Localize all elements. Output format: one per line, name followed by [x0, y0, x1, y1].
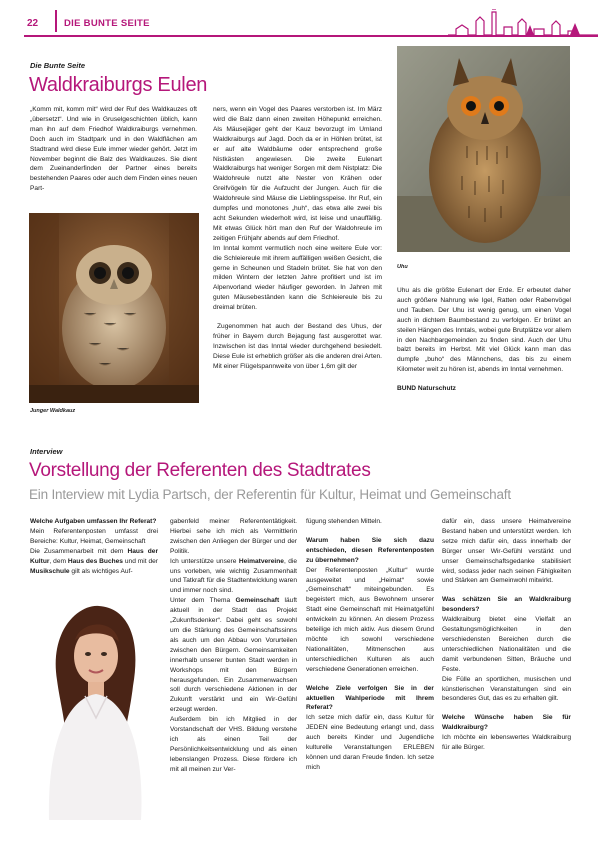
paragraph: Die Fülle an sportlichen, musischen und künstlerischen Veranstaltungen sind ein besonderes Gut, das es zu erhalten gilt. [442, 675, 571, 703]
interview-question: Welche Wünsche haben Sie für Waldkraiburg? [442, 714, 571, 732]
photo-caption: Uhu [397, 264, 408, 270]
interview-question: Welche Ziele verfolgen Sie in der aktuellen Wahlperiode mit Ihrem Referat? [306, 684, 434, 712]
paragraph: Ich möchte ein lebenswertes Waldkraiburg für alle Bürger. [442, 734, 571, 752]
paragraph: Im Inntal kommt vermutlich noch eine weitere Eule vor: die Schleiereule mit ihrem auffälligen weißen Gesicht, die gerne in Scheunen und Stadeln brütet. Sie hat von den milden Wintern der letzten Jahre profitiert und ist im Alpenvorland wieder häufiger geworden. In Jahren mit guten Mäusebeständen kann die Schleiereule bis zu dreimal brüten. [213, 244, 382, 312]
paragraph: Uhu als die größte Eulenart der Erde. Er erbeutet daher auch größere Nahrung wie Igel, Ratten oder Rabenvögel und Tauben. Der Uhu ist wenig genug, um einen Vogel auch in dichtem Baumbestand zu verfolgen. Er brütet an steilen Hängen des Inntals, wobei gute Brutplätze vor allem in den Nachbargemeinden zu finden sind. Auch der Uhu balzt bereits im Herbst. Mit viel Glück kann man das dumpfe „buho“ des Männchens, das bis zu einem Kilometer weit zu hören ist, abends im Inntal vernehmen. [397, 287, 571, 374]
paragraph: Waldkraiburg bietet eine Vielfalt an Gestaltungsmöglichkeiten in den verschiedensten Bereichen durch die unterschiedlichen Nationalitäten und die damit verbundenen Sitten, Bräuche und Feste. [442, 616, 571, 673]
article-subtitle: Ein Interview mit Lydia Partsch, der Referentin für Kultur, Heimat und Gemeinschaft [29, 487, 511, 502]
article-column-1 [30, 105, 197, 194]
paragraph: ners, wenn ein Vogel des Paares verstorben ist. Im März wird die Balz dann einen zweiten Höhepunkt erreichen. Als Mäusejäger geht der Kauz bevorzugt im Umland Waldkraiburgs auf Jagd. Doch da er in Höhlen brütet, ist er auf alte Waldbäume oder entsprechend große Nistkästen angewiesen. Die zweite Eulenart Waldkraiburgs hat weniger Sorgen mit dem Nistplatz: Die Waldohreule nutzt alte Nester von Krähen oder Greifvögeln für die Aufzucht der Jungen. Auch für die Waldohreule sind Mäuse die Lieblingsspeise. Ihr Ruf, ein dumpfes und monotones „huh“, das etwa alle zwei bis acht Sekunden wiederholt wird, ist leise und unauffällig. Mit etwas Glück hört man den Ruf der Waldohreule im zeitigen Frühjahr abends auf dem Friedhof. [213, 106, 382, 242]
young-tawny-owl-photo [29, 213, 199, 403]
paragraph: fügung stehenden Mitteln. [306, 518, 382, 525]
article-title: Vorstellung der Referenten des Stadtrates [29, 460, 371, 481]
article-column-3 [397, 286, 571, 394]
interview-question: Warum haben Sie sich dazu entschieden, diesen Referentenposten zu übernehmen? [306, 536, 434, 564]
interview-question: Welche Aufgaben umfassen Ihr Referat? [30, 518, 157, 525]
paragraph: dafür ein, dass unsere Heimatvereine Bestand haben und unterstützt werden. Ich setze mich dafür ein, dass innerhalb der Bürger unser Wir-Gefühl verstärkt und unser Gemeinschaftsgedanke stabilisiert wird, sodass jeder nach seinen Fähigkeiten und Stärken am Gemeinwohl mitwirkt. [442, 518, 571, 585]
article-title: Waldkraiburgs Eulen [29, 74, 208, 96]
paragraph: Außerdem bin ich Mitglied in der Vorstandschaft der VHS. Bildung verstehe ich als einen Teil der Persönlichkeitsentwicklung und als einen lebenslangen Prozess. Diese fördere ich mit all meinen zur Ver- [170, 716, 297, 773]
section-title: DIE BUNTE SEITE [64, 18, 150, 29]
portrait-photo [29, 590, 159, 820]
page-number: 22 [27, 18, 39, 29]
interview-column-4 [442, 517, 571, 753]
paragraph: Die Zusammenarbeit mit dem Haus der Kultur, dem Haus des Buches und mit der Musikschule gilt als wichtiges Auf- [30, 547, 159, 575]
paragraph: Ich unterstütze unsere Heimatvereine, die uns vorleben, wie wichtig Zusammenhalt und Tatkraft für die Stadtentwicklung waren und immer noch sind. [170, 557, 297, 595]
article-kicker: Interview [30, 447, 63, 456]
paragraph: Mein Referentenposten umfasst drei Bereiche: Kultur, Heimat, Gemeinschaft [30, 527, 158, 545]
paragraph: gabenfeld meiner Referententätigkeit. Hierbei sehe ich mich als Vermittlerin zwischen den Anliegen der Bürger und der Politik. [170, 518, 297, 555]
article-kicker: Die Bunte Seite [30, 61, 86, 70]
article-author: BUND Naturschutz [397, 385, 456, 393]
paragraph: Der Referentenposten „Kultur“ wurde ausgeweitet und „Heimat“ sowie „Gemeinschaft“ miteingebunden. Es begeistert mich, aus Bewohnern unserer Stadt eine Gemeinschaft mit Heimatgefühl entwickeln zu können. An diesem Prozess beteilige ich mich aktiv. Aus diesem Grund möchte ich sowohl verschiedene Nationalitäten, Mitmenschen aus unterschiedlichen Kulturen als auch verschiedene Generationen erreichen. [306, 566, 434, 673]
article-column-2 [213, 105, 382, 372]
header-rule [24, 35, 598, 37]
paragraph: Unter dem Thema Gemeinschaft läuft aktuell in der Stadt das Projekt „Zukunftsdenker“. Dabei geht es sowohl um die Stärkung des Gemeinschaftssinns als auch um den Abbau von Vorurteilen zwischen den Bürgern. Gemeinsamkeiten innerhalb unserer bunten Stadt werden in Workshops mit den Bürgern herausgefunden. Ein Zusammenwachsen soll durch verschiedene Aktionen in der Zukunft verstärkt und ein Wir-Gefühl erzeugt werden. [170, 597, 297, 714]
paragraph: Zugenommen hat auch der Bestand des Uhus, der früher in Bayern durch Bejagung fast ausgerottet war. Inzwischen ist das Inntal wieder durchgehend besiedelt. Diese Eule ist erheblich größer als die anderen drei Arten. Mit einer Flügelspannweite von über 1,6m gilt der [213, 323, 382, 370]
interview-column-2 [170, 517, 297, 775]
paragraph: „Komm mit, komm mit“ wird der Ruf des Waldkauzes oft „übersetzt“. Und wie in Gruselgeschichten üblich, kann man ihn auf dem Friedhof Waldkraiburgs vernehmen. Doch auch im Stadtpark und in den Waldflächen am Stadtrand wird diese Eule immer wieder gehört. Jetzt im November beginnt die Balz des Waldkauzes. Sie dient dem Zueinanderfinden der Partner eines bereits bestehenden Paares oder auch dem Finden eines neuen Part- [30, 106, 197, 193]
interview-column-3 [306, 517, 434, 773]
header-divider [55, 10, 57, 32]
interview-column-1 [30, 517, 158, 576]
eagle-owl-photo [397, 46, 570, 252]
paragraph: Ich setze mich dafür ein, dass Kultur für JEDEN eine Bedeutung erlangt und, dass auch bereits Kinder und Jugendliche kulturelle Veranstaltungen ERLEBEN können und daran Freude finden. Ich setze mich [306, 714, 434, 771]
interview-question: Was schätzen Sie an Waldkraiburg besonders? [442, 596, 571, 614]
photo-caption: Junger Waldkauz [30, 408, 76, 414]
